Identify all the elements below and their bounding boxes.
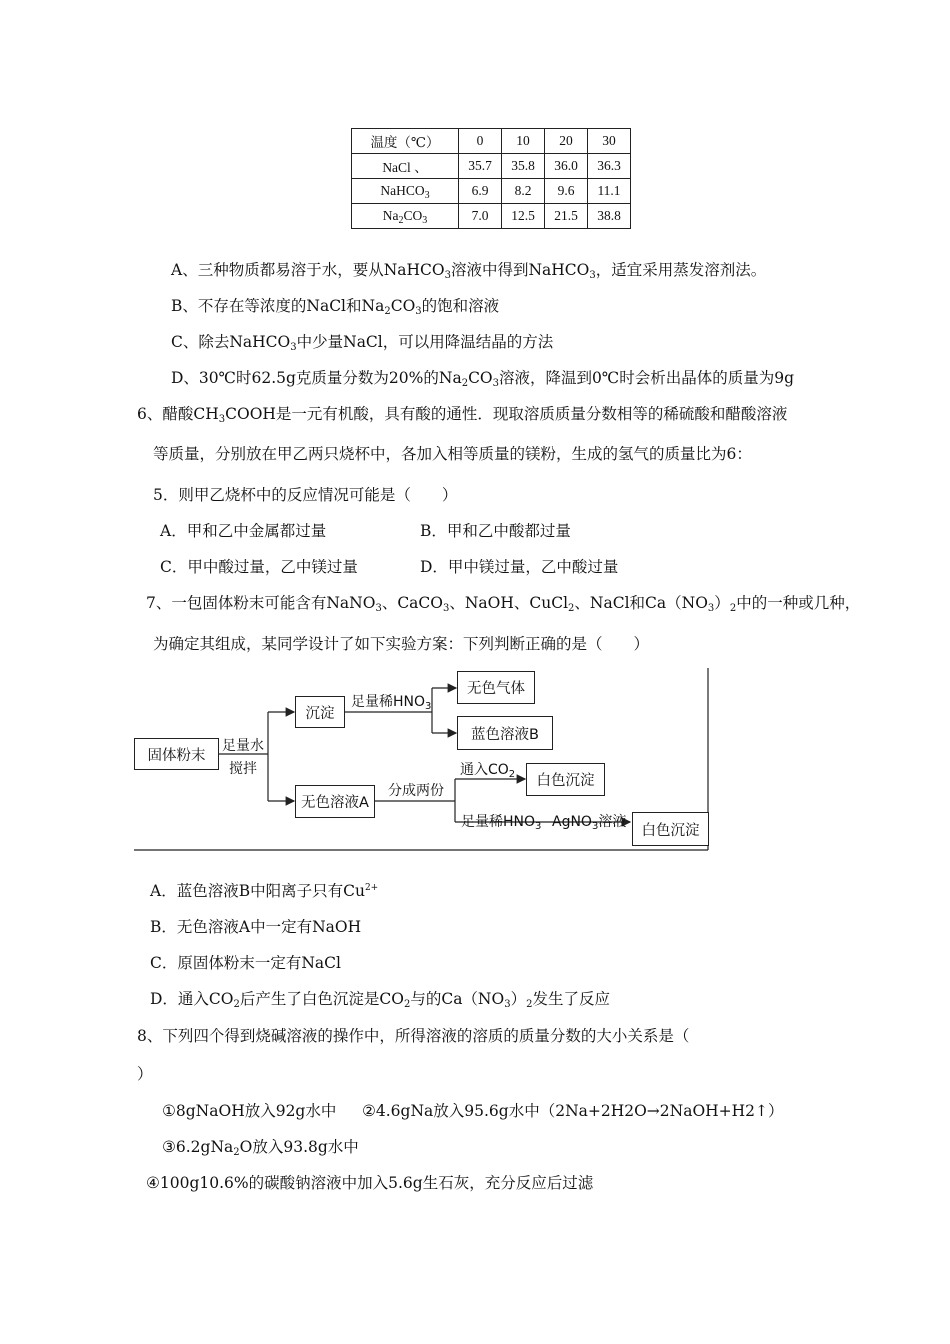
q6-stem-line3: 5．则甲乙烧杯中的反应情况可能是（ ）: [153, 486, 458, 504]
table-cell: 35.7: [459, 154, 502, 179]
q7-stem-line2: 为确定其组成，某同学设计了如下实验方案：下列判断正确的是（ ）: [153, 635, 650, 653]
box-blue-solution-b: 蓝色溶液B: [457, 716, 553, 750]
q8-item-1: ①8gNaOH放入92g水中: [162, 1102, 337, 1120]
table-header-cell: 20: [545, 129, 588, 154]
q5-option-b: B、不存在等浓度的NaCl和$Na_2CO_3$的饱和溶液: [171, 297, 500, 317]
q6-stem-line2: 等质量，分别放在甲乙两只烧杯中，各加入相等质量的镁粉，生成的氢气的质量比为6：: [153, 445, 752, 463]
label-pass-co2: 通入$CO_2$: [460, 762, 516, 780]
table-header-cell: 30: [588, 129, 631, 154]
q5-option-d: D、30℃时62.5g克质量分数为20%的$Na_2CO_3$溶液，降温到0℃时会析出晶体的质量为9g: [171, 369, 795, 389]
table-cell: 9.6: [545, 179, 588, 204]
label-dilute-hno3-1: 足量稀$HNO_3$: [351, 694, 432, 712]
q6-option-b: B．甲和乙中酸都过量: [420, 522, 571, 540]
table-row-label: NaHCO$_3$: [352, 179, 459, 204]
q5-option-a: A、三种物质都易溶于水，要从NaHCO$_3$溶液中得到NaHCO$_3$，适宜采用蒸发溶剂法。: [171, 261, 767, 281]
q7-option-d: D．通入$CO_2$后产生了白色沉淀是$CO_2$与的$Ca(NO_3)_2$发生了反应: [150, 990, 610, 1010]
q8-stem-line1: 8、下列四个得到烧碱溶液的操作中，所得溶液的溶质的质量分数的大小关系是（: [137, 1027, 690, 1045]
table-header-cell: 温度（℃）: [352, 129, 459, 154]
box-precipitate: 沉淀: [295, 696, 345, 728]
table-row-label: $Na_2CO_3$: [352, 204, 459, 229]
q6-option-a: A．甲和乙中金属都过量: [160, 522, 327, 540]
table-cell: 7.0: [459, 204, 502, 229]
q8-stem-line2: ）: [137, 1065, 153, 1083]
q7-option-a: A．蓝色溶液B中阳离子只有$Cu^{2+}$: [150, 882, 379, 900]
q8-item-4: ④100g10.6%的碳酸钠溶液中加入5.6g生石灰，充分反应后过滤: [146, 1174, 594, 1192]
box-white-precipitate-1: 白色沉淀: [526, 763, 605, 796]
q8-item-3: ③6.2gNa$_2$O放入93.8g水中: [162, 1138, 359, 1158]
q7-option-b: B．无色溶液A中一定有NaOH: [150, 918, 362, 936]
table-cell: 11.1: [588, 179, 631, 204]
q6-option-c: C．甲中酸过量，乙中镁过量: [160, 558, 358, 576]
label-water: 足量水: [222, 738, 264, 754]
table-cell: 12.5: [502, 204, 545, 229]
q7-stem-line1: 7、一包固体粉末可能含有NaNO$_3$、CaCO$_3$、NaOH、CuCl$_2$、NaCl和$Ca(NO_3)_2$中的一种或几种，: [146, 594, 861, 614]
q6-option-d: D．甲中镁过量，乙中酸过量: [420, 558, 619, 576]
label-dilute-hno3-2: 足量稀$HNO_3$: [461, 814, 542, 832]
table-cell: 36.3: [588, 154, 631, 179]
box-colorless-solution-a: 无色溶液A: [295, 785, 375, 818]
label-agno3-solution: AgNO$_3$溶液: [552, 814, 627, 832]
q7-option-c: C．原固体粉末一定有NaCl: [150, 954, 341, 972]
box-white-precipitate-2: 白色沉淀: [632, 812, 709, 846]
label-split-two: 分成两份: [388, 783, 444, 799]
table-cell: 8.2: [502, 179, 545, 204]
table-header-cell: 0: [459, 129, 502, 154]
table-row-label: NaCl 、: [352, 154, 459, 179]
table-cell: 38.8: [588, 204, 631, 229]
table-cell: 36.0: [545, 154, 588, 179]
label-stir: 搅拌: [229, 761, 257, 777]
box-colorless-gas: 无色气体: [457, 671, 535, 704]
table-cell: 6.9: [459, 179, 502, 204]
q5-option-c: C、除去NaHCO$_3$中少量NaCl，可以用降温结晶的方法: [171, 333, 554, 353]
table-header-cell: 10: [502, 129, 545, 154]
table-cell: 35.8: [502, 154, 545, 179]
q8-item-2: ②4.6gNa放入95.6g水中（2Na+2H2O→2NaOH+H2↑）: [362, 1102, 784, 1120]
table-cell: 21.5: [545, 204, 588, 229]
box-solid-powder: 固体粉末: [134, 738, 219, 770]
q6-stem-line1: 6、醋酸$CH_3COOH$是一元有机酸，具有酸的通性．现取溶质质量分数相等的稀硫酸和醋酸溶液: [137, 405, 788, 425]
